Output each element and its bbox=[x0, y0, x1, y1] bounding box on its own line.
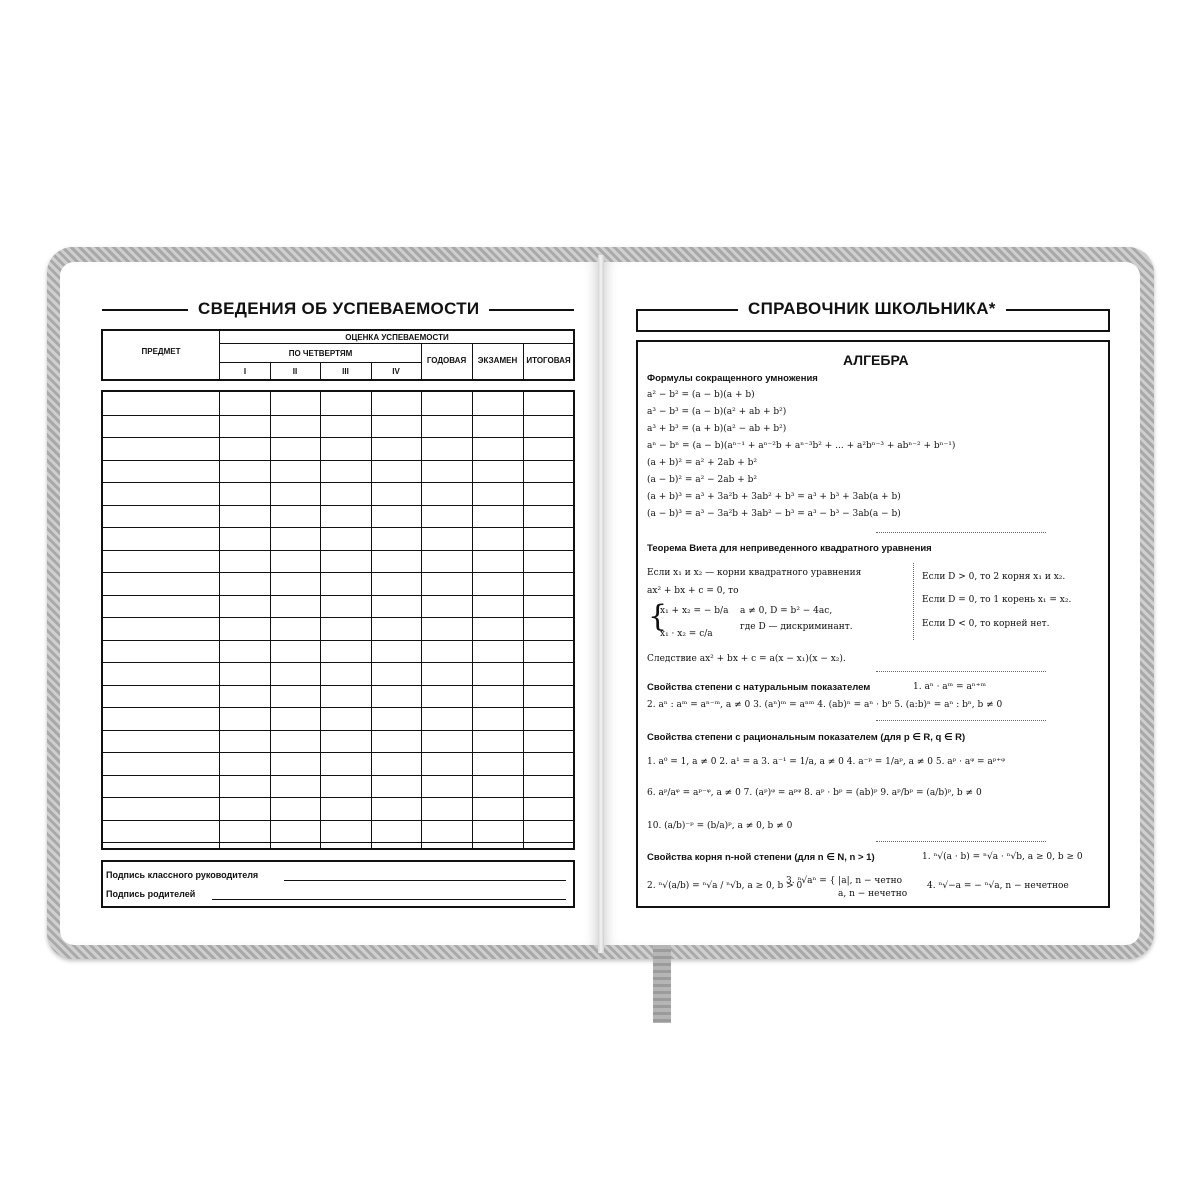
mult-formula: (a + b)² = a² + 2ab + b² bbox=[647, 458, 758, 468]
vieta-title: Теорема Виета для неприведенного квадратного уравнения bbox=[647, 543, 932, 554]
rational-power-row-1: 1. a⁰ = 1, a ≠ 0 2. a¹ = a 3. a⁻¹ = 1/a, a ≠ 0 4. a⁻ᵖ = 1/aᵖ, a ≠ 0 5. aᵖ · aᵠ = aᵖ⁺ᵠ bbox=[647, 757, 1006, 767]
root-rule-3-odd: a, n − нечетно bbox=[838, 889, 908, 899]
right-page-title: СПРАВОЧНИК ШКОЛЬНИКА* bbox=[738, 299, 1006, 319]
mult-title: Формулы сокращенного умножения bbox=[647, 373, 818, 384]
root-rule-2: 2. ⁿ√(a/b) = ⁿ√a / ⁿ√b, a ≥ 0, b > 0 bbox=[647, 881, 803, 891]
mult-formula: (a − b)³ = a³ − 3a²b + 3ab² − b³ = a³ − b³ − 3ab(a − b) bbox=[647, 509, 901, 519]
algebra-heading: АЛГЕБРА bbox=[843, 352, 909, 368]
quarters-header: ПО ЧЕТВЕРТЯМ bbox=[288, 349, 353, 358]
final-header: ИТОГОВАЯ bbox=[526, 356, 571, 365]
grid-row-line bbox=[103, 797, 573, 798]
separator bbox=[913, 563, 914, 640]
grid-row-line bbox=[103, 707, 573, 708]
notebook-spine bbox=[598, 255, 604, 953]
natural-power-rules: 2. aⁿ : aᵐ = aⁿ⁻ᵐ, a ≠ 0 3. (aⁿ)ᵐ = aⁿᵐ 4. (ab)ⁿ = aⁿ · bⁿ 5. (a:b)ⁿ = aⁿ : bⁿ, b ≠ 0 bbox=[647, 700, 1003, 710]
brace-icon: { bbox=[648, 599, 668, 634]
grid-row-line bbox=[103, 437, 573, 438]
mult-formula: a³ − b³ = (a − b)(a² + ab + b²) bbox=[647, 407, 787, 417]
separator bbox=[876, 671, 1046, 672]
parents-signature-label: Подпись родителей bbox=[106, 889, 196, 899]
vieta-sum: x₁ + x₂ = − b/a bbox=[660, 606, 729, 616]
rational-power-row-2: 6. aᵖ/aᵠ = aᵖ⁻ᵠ, a ≠ 0 7. (aᵖ)ᵠ = aᵖᵠ 8. aᵖ · bᵖ = (ab)ᵖ 9. aᵖ/bᵖ = (a/b)ᵖ, b ≠ 0 bbox=[647, 788, 982, 798]
quarter-4-header: IV bbox=[392, 367, 400, 376]
vieta-line-1: Если x₁ и x₂ — корни квадратного уравнения bbox=[647, 568, 862, 578]
annual-header: ГОДОВАЯ bbox=[426, 356, 467, 365]
grid-row-line bbox=[103, 617, 573, 618]
vieta-consequence: Следствие ax² + bx + c = a(x − x₁)(x − x₂). bbox=[647, 654, 846, 664]
grid-row-line bbox=[103, 730, 573, 731]
vieta-product: x₁ · x₂ = c/a bbox=[660, 629, 713, 639]
grid-row-line bbox=[103, 505, 573, 506]
grid-row-line bbox=[103, 550, 573, 551]
mult-formula: (a − b)² = a² − 2ab + b² bbox=[647, 475, 758, 485]
teacher-signature-field[interactable] bbox=[284, 880, 566, 881]
rational-power-row-3: 10. (a/b)⁻ᵖ = (b/a)ᵖ, a ≠ 0, b ≠ 0 bbox=[647, 821, 793, 831]
mult-formula: aⁿ − bⁿ = (a − b)(aⁿ⁻¹ + aⁿ⁻²b + aⁿ⁻³b² + ... + a²bⁿ⁻³ + abⁿ⁻² + bⁿ⁻¹) bbox=[647, 441, 956, 451]
grid-row-line bbox=[103, 572, 573, 573]
separator bbox=[876, 841, 1046, 842]
grid-row-line bbox=[103, 595, 573, 596]
vieta-condition-2: где D — дискриминант. bbox=[740, 622, 853, 632]
grid-row-line bbox=[103, 842, 573, 843]
parents-signature-field[interactable] bbox=[212, 899, 566, 900]
mult-formula: (a + b)³ = a³ + 3a²b + 3ab² + b³ = a³ + b³ + 3ab(a + b) bbox=[647, 492, 901, 502]
mult-formula: a³ + b³ = (a + b)(a² − ab + b²) bbox=[647, 424, 787, 434]
natural-power-1: 1. aⁿ · aᵐ = aⁿ⁺ᵐ bbox=[913, 682, 986, 692]
grid-row-line bbox=[103, 820, 573, 821]
vieta-line-2: ax² + bx + c = 0, то bbox=[647, 586, 739, 596]
root-rule-3: 3. ⁿ√aⁿ = { |a|, n − четно bbox=[786, 876, 903, 886]
grid-row-line bbox=[103, 752, 573, 753]
grid-row-line bbox=[103, 482, 573, 483]
grid-row-line bbox=[103, 527, 573, 528]
subject-header: ПРЕДМЕТ bbox=[141, 347, 181, 356]
exam-header: ЭКЗАМЕН bbox=[477, 356, 518, 365]
grid-row-line bbox=[103, 640, 573, 641]
vieta-root-rule-1: Если D > 0, то 2 корня x₁ и x₂. bbox=[922, 572, 1066, 582]
root-rule-4: 4. ⁿ√−a = − ⁿ√a, n − нечетное bbox=[927, 881, 1069, 891]
vieta-root-rule-2: Если D = 0, то 1 корень x₁ = x₂. bbox=[922, 595, 1072, 605]
grid-row-line bbox=[103, 662, 573, 663]
grid-row-line bbox=[103, 460, 573, 461]
grades-table[interactable] bbox=[101, 390, 575, 850]
natural-power-title: Свойства степени с натуральным показателем bbox=[647, 682, 871, 693]
left-page-title: СВЕДЕНИЯ ОБ УСПЕВАЕМОСТИ bbox=[188, 299, 489, 319]
rational-power-title: Свойства степени с рациональным показателем (для p ∈ R, q ∈ R) bbox=[647, 732, 966, 743]
root-title: Свойства корня n-ной степени (для n ∈ N, n > 1) bbox=[647, 852, 875, 863]
grid-row-line bbox=[103, 415, 573, 416]
quarter-1-header: I bbox=[243, 367, 247, 376]
grades-header: ОЦЕНКА УСПЕВАЕМОСТИ bbox=[345, 333, 449, 342]
vieta-root-rule-3: Если D < 0, то корней нет. bbox=[922, 619, 1050, 629]
bookmark-ribbon[interactable] bbox=[653, 945, 671, 1023]
signatures-box bbox=[101, 860, 575, 908]
quarter-2-header: II bbox=[292, 367, 298, 376]
grid-row-line bbox=[103, 775, 573, 776]
separator bbox=[876, 532, 1046, 533]
teacher-signature-label: Подпись классного руководителя bbox=[106, 870, 259, 880]
header-divider bbox=[220, 343, 574, 344]
vieta-condition-1: a ≠ 0, D = b² − 4ac, bbox=[740, 606, 833, 616]
mult-formula: a² − b² = (a − b)(a + b) bbox=[647, 390, 755, 400]
separator bbox=[876, 720, 1046, 721]
root-rule-1: 1. ⁿ√(a · b) = ⁿ√a · ⁿ√b, a ≥ 0, b ≥ 0 bbox=[922, 852, 1083, 862]
quarter-3-header: III bbox=[342, 367, 349, 376]
grid-row-line bbox=[103, 685, 573, 686]
